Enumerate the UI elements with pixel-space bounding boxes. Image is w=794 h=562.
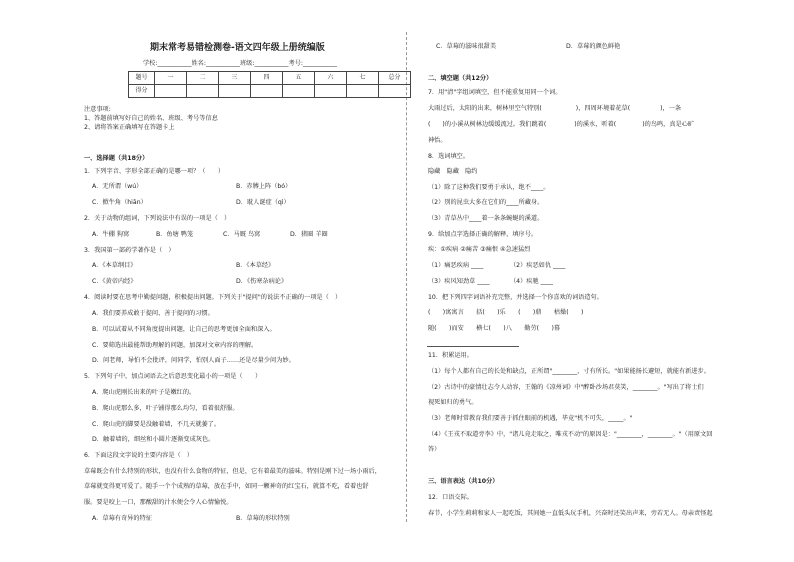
option-c[interactable]: C．草莓的滋味很甜美 <box>436 43 497 50</box>
question-stem: 10．把下列四字词语补充完整，并选择一个你喜欢的词语造句。 <box>428 294 603 301</box>
question-stem: 2．关于动物的组词，下列说法中有误的一项是（ ） <box>84 215 231 222</box>
fill-line: 神怡。 <box>428 137 447 144</box>
question-stem: 12．口语交际。 <box>428 494 473 501</box>
score-cell[interactable] <box>315 85 347 98</box>
student-info: 学校:___________姓名:___________班级:___________考号:___________ <box>143 60 337 67</box>
section-heading: 一、选择题（共18分） <box>84 155 149 162</box>
fill-sentence[interactable]: （2）古诗中的豪情壮志令人动容，王翰的《凉州词》中"醉卧沙场君莫笑，________。"写出了将士们 <box>428 384 704 391</box>
question-stem: 6．下面这段文字说的主要内容是（ ） <box>84 452 194 459</box>
fill-line <box>428 105 681 113</box>
passage-line: 草莓既会有什么特别的形状，也没有什么食物的特征，但是，它有着最美的滋味。特别是刚下过一场小雨后， <box>84 468 381 475</box>
fill-sentence: 答） <box>428 446 441 453</box>
option-a[interactable]: A．草莓有奇异的特征 <box>92 515 152 522</box>
fill-sentence[interactable]: （1）除了这种我们要勇于承认，绝不____。 <box>428 184 550 191</box>
note-item: 2、请将答案正确填写在答题卡上 <box>84 124 175 131</box>
option-b[interactable]: B．草莓的形状特别 <box>236 515 290 522</box>
score-header-cell: 一 <box>155 72 187 85</box>
fill-text: )的鸟鸣，真是心旷 <box>642 121 695 128</box>
score-header-cell: 五 <box>283 72 315 85</box>
notes-heading: 注意事项: <box>84 106 111 113</box>
score-header-cell: 三 <box>219 72 251 85</box>
fill-sentence[interactable]: （1）每个人都有自己的长处和缺点，正所谓"________，寸有所长。"如果能扬长避短，就能有新进步。 <box>428 368 710 375</box>
fill-text: )的小溪从树林边缓缓流过。我们跳着( <box>442 121 547 128</box>
section-heading: 二、填空题（共12分） <box>428 75 493 82</box>
score-header-cell: 题号 <box>129 72 155 85</box>
fill-item[interactable]: （3）疾风知劲草 ____ <box>428 278 490 285</box>
option-d[interactable]: D．猪圈 羊圈 <box>290 231 328 238</box>
fill-item[interactable]: （4）疾驰 ____ <box>510 278 554 285</box>
score-cell[interactable] <box>219 85 251 98</box>
question-stem: 5．下列句子中，加点词语去之后意思变化最小的一项是（ ） <box>84 373 262 380</box>
page-title: 期末常考易错检测卷-语文四年级上册统编版 <box>150 43 325 53</box>
fill-text: )，一条 <box>660 105 682 112</box>
fill-text: )，四周环境着花草( <box>575 105 631 112</box>
option-d[interactable]: D．《伤寒杂病论》 <box>236 278 288 285</box>
fill-sentence[interactable]: （3）老师时常教育我们要善于抓住眼前的机遇，毕竟"机不可失，_____。" <box>428 415 633 422</box>
fill-sentence[interactable]: （4）《王戎不取道旁李》中，"诸儿竟走取之，唯戎不动"的原因是："________，________。"（用原文回 <box>428 431 713 438</box>
question-stem: 8．选词填空。 <box>428 153 470 160</box>
score-header-row <box>129 72 411 85</box>
option-a[interactable]: A．无所谓（wú） <box>92 183 143 190</box>
score-cell[interactable] <box>283 85 315 98</box>
fill-sentence[interactable]: （2）别的昆虫大多在它们的____所藏身。 <box>428 199 544 206</box>
score-header-cell: 四 <box>251 72 283 85</box>
idiom-line[interactable]: ( )寓寓言 括( )乐 ( )鼎 枯燥( ) <box>428 309 584 316</box>
score-header-cell: 六 <box>315 72 347 85</box>
idiom-line[interactable]: 随( )而安 横七( )八 勤劳( )幕 <box>428 325 561 332</box>
option-b[interactable]: B．爬山虎那么多，叶子铺得那么均匀，看着很舒服。 <box>92 405 239 412</box>
passage-line: 草莓就变得更可爱了。随手一个个成熟的草莓，放在手中，如同一颗神奇的红宝石，就算不吃，看着也舒 <box>84 483 369 490</box>
question-stem: 3．我国第一部药学著作是（ ） <box>84 247 175 254</box>
score-cell[interactable] <box>379 85 411 98</box>
question-stem: 11．积累运用。 <box>428 352 473 359</box>
fill-sentence[interactable]: （3）青草丛中____着一条条蜿蜒的溪道。 <box>428 215 544 222</box>
option-a[interactable]: A．《本草纲目》 <box>92 262 137 269</box>
question-stem: 1．下列字音、字形全部正确的是哪一项？（ ） <box>84 168 225 175</box>
fill-line <box>428 121 694 129</box>
option-c[interactable]: C．掀牛角（hiān） <box>92 199 147 206</box>
option-c[interactable]: C．《黄帝内经》 <box>92 278 137 285</box>
word-bank: 隐藏 隐藏 隐约 <box>428 168 478 175</box>
score-row <box>129 85 411 98</box>
meaning-options: 疾：①疾病 ②痛苦 ③痛恨 ④急速猛烈 <box>428 246 531 253</box>
fill-text: ( <box>428 121 431 128</box>
score-header-cell: 总分 <box>379 72 411 85</box>
question-stem: 7．用"清"字组词填空，但不能重复用同一个词。 <box>428 89 562 96</box>
option-d[interactable]: D．草莓的颜色鲜艳 <box>566 43 621 50</box>
score-table <box>128 71 411 98</box>
option-c[interactable]: C．马厩 鸟窝 <box>223 231 261 238</box>
score-header-cell: 二 <box>187 72 219 85</box>
option-a[interactable]: A．牛棚 狗窝 <box>92 231 130 238</box>
score-header-cell: 七 <box>347 72 379 85</box>
score-cell[interactable] <box>155 85 187 98</box>
option-b[interactable]: B．《本草经》 <box>236 262 275 269</box>
option-a[interactable]: A．我们要养成敢于提问、善于提问的习惯。 <box>92 310 214 317</box>
score-cell[interactable] <box>251 85 283 98</box>
fill-item[interactable]: （1）痛恶疾病 ____ <box>428 262 484 269</box>
passage-line: 春节，小学生莉莉和家人一起吃饭，其间她一直低头玩手机，兴奋时还笑出声来，旁若无人。母亲责怪起 <box>428 510 713 517</box>
option-b[interactable]: B．鱼塘 鸭笼 <box>156 231 194 238</box>
option-b[interactable]: B．可以试着从不同角度提出问题，让自己的思考更加全面和深入。 <box>92 326 276 333</box>
option-d[interactable]: D．触着墙的，细丝和小圆片逐渐变成灰色。 <box>92 436 215 443</box>
score-row-label: 得分 <box>129 85 155 98</box>
answer-line[interactable] <box>427 346 519 347</box>
passage-line: 服。要是咬上一口，那酸甜的汁水便会令人心情愉悦。 <box>84 499 233 506</box>
question-stem: 4．阅读时要在思考中勤提问题，积极提出问题。下列关于"提问"的说法不正确的一项是（ ） <box>84 294 342 301</box>
question-stem: 9．给加点字选择正确的解释，填序号。 <box>428 231 538 238</box>
score-cell[interactable] <box>187 85 219 98</box>
column-divider <box>406 32 408 522</box>
option-c[interactable]: C．爬山虎的脚要是没触着墙，不几天就萎了。 <box>92 421 221 428</box>
option-b[interactable]: B．赤膊上阵（bó） <box>236 183 292 190</box>
fill-item[interactable]: （2）疾恶如仇 ____ <box>510 262 566 269</box>
section-heading: 三、语言表达（共10分） <box>428 478 499 485</box>
score-cell[interactable] <box>347 85 379 98</box>
option-c[interactable]: C．要筛选出最能帮助理解的问题，加深对文章内容的理解。 <box>92 342 258 349</box>
note-item: 1、答题前填写好自己的姓名、班级、考号等信息 <box>84 115 218 122</box>
fill-text: 大雨过后，太阳的出来，树林里空气特别( <box>428 105 542 112</box>
option-d[interactable]: D．耽人诞症（qì） <box>236 199 290 206</box>
option-d[interactable]: D．问老师，导怕不会批评，问同学，怕别人面子……还是尽量少问为妙。 <box>92 357 295 364</box>
option-a[interactable]: A．爬山虎刚长出来的叶子是嫩红的。 <box>92 389 196 396</box>
fill-text: )的溪水，听着( <box>574 121 617 128</box>
fill-sentence: 视死如归的勇气。 <box>428 399 478 406</box>
